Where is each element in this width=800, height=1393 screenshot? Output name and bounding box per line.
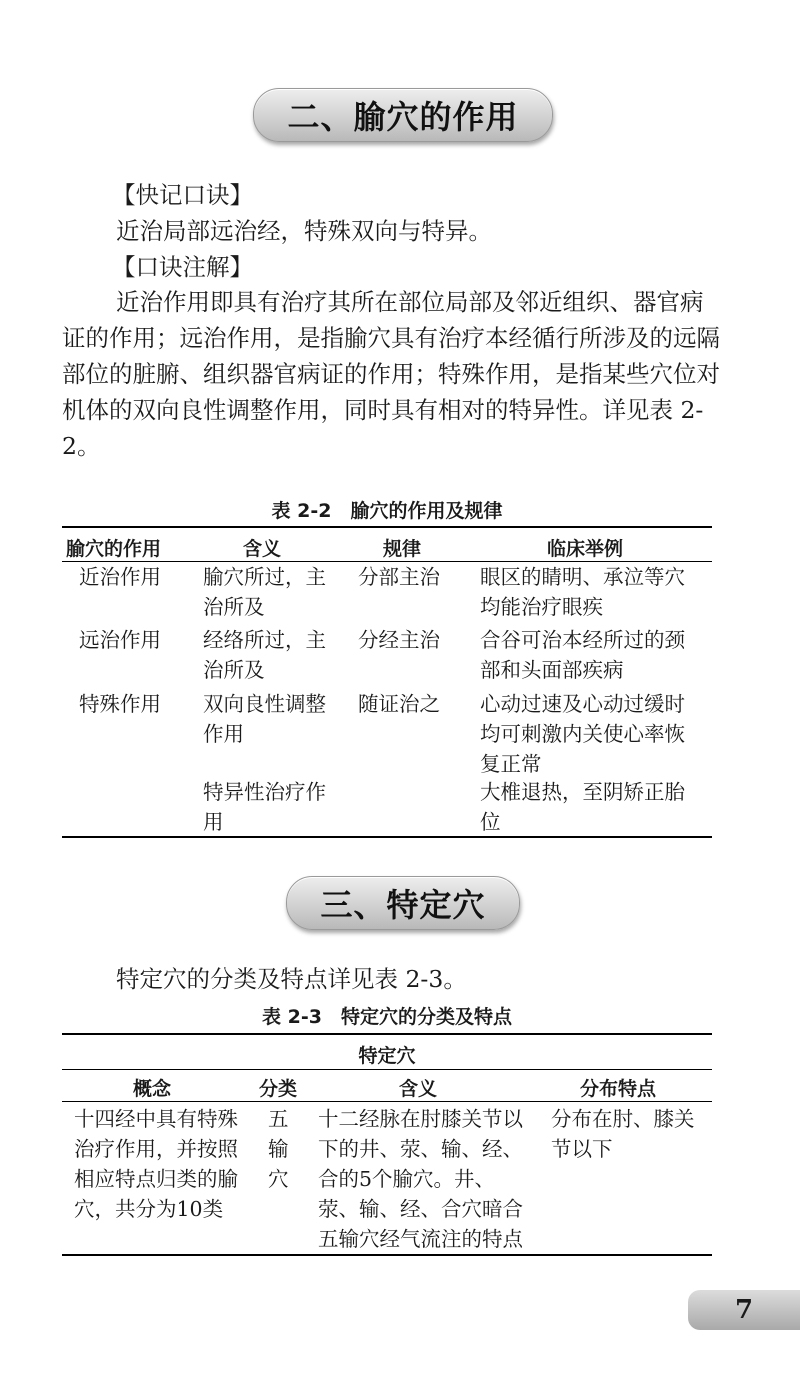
page-number-tab — [688, 1290, 800, 1330]
table-cell: 心动过速及心动过缓时均可刺激内关使心率恢复正常 — [480, 692, 685, 776]
table-header-cell: 分类 — [259, 1078, 298, 1100]
table-cell: 分布在肘、膝关节以下 — [551, 1107, 695, 1161]
table-cell: 随证治之 — [358, 692, 440, 716]
explain-label: 【口诀注解】 — [112, 253, 253, 281]
table-top-rule — [62, 1033, 712, 1035]
table-header-cell: 规律 — [383, 538, 422, 560]
table-cell: 双向良性调整作用 — [203, 692, 326, 746]
table-header-cell: 腧穴的作用 — [66, 538, 162, 560]
intro-text: 特定穴的分类及特点详见表 2-3。 — [116, 965, 467, 993]
table-cell: 眼区的睛明、承泣等穴均能治疗眼疾 — [480, 565, 685, 619]
table-cell: 腧穴所过，主治所及 — [203, 565, 326, 619]
table-cell: 特异性治疗作用 — [203, 780, 326, 834]
table-top-rule — [62, 526, 712, 528]
table-cell: 分经主治 — [358, 628, 440, 652]
table-header-cell: 分布特点 — [580, 1078, 657, 1100]
table-caption: 表 2-3 特定穴的分类及特点 — [262, 1006, 512, 1028]
section-title-pill — [253, 88, 553, 142]
table-cell: 远治作用 — [79, 628, 161, 652]
table-group-rule — [62, 1069, 712, 1070]
table-bottom-rule — [62, 1254, 712, 1256]
table-cell: 近治作用 — [79, 565, 161, 589]
table-cell: 合谷可治本经所过的颈部和头面部疾病 — [480, 628, 685, 682]
section-title: 三、特定穴 — [320, 886, 486, 924]
table-cell: 十四经中具有特殊治疗作用，并按照相应特点归类的腧穴，共分为10类 — [74, 1107, 238, 1221]
explain-paragraph: 近治作用即具有治疗其所在部位局部及邻近组织、器官病证的作用；远治作用，是指腧穴具有治疗本经循行所涉及的远隔部位的脏腑、组织器官病证的作用；特殊作用，是指某些穴位对机体的双向良性调整作用，同时具有相对的特异性。详见表 2-2。 — [62, 288, 720, 460]
mnemonic-label: 【快记口诀】 — [112, 181, 253, 209]
table-cell: 十二经脉在肘膝关节以下的井、荥、输、经、合的5个腧穴。井、荥、输、经、合穴暗合五输穴经气流注的特点 — [318, 1107, 523, 1251]
table-header-cell: 含义 — [399, 1078, 438, 1100]
table-cell: 五输穴 — [268, 1107, 289, 1191]
table-cell: 大椎退热，至阴矫正胎位 — [480, 780, 685, 834]
table-header-rule — [62, 1101, 712, 1102]
section-title: 二、腧穴的作用 — [287, 98, 519, 136]
table-header-cell: 概念 — [133, 1078, 172, 1100]
page-number: 7 — [734, 1295, 754, 1325]
table-bottom-rule — [62, 836, 712, 838]
section-title-pill — [286, 876, 520, 930]
table-cell: 分部主治 — [358, 565, 440, 589]
table-header-cell: 含义 — [243, 538, 282, 560]
table-group-header: 特定穴 — [358, 1045, 416, 1067]
table-cell: 经络所过，主治所及 — [203, 628, 326, 682]
table-caption: 表 2-2 腧穴的作用及规律 — [271, 500, 503, 522]
mnemonic-text: 近治局部远治经，特殊双向与特异。 — [116, 217, 492, 245]
table-header-cell: 临床举例 — [547, 538, 624, 560]
table-cell: 特殊作用 — [79, 692, 161, 716]
